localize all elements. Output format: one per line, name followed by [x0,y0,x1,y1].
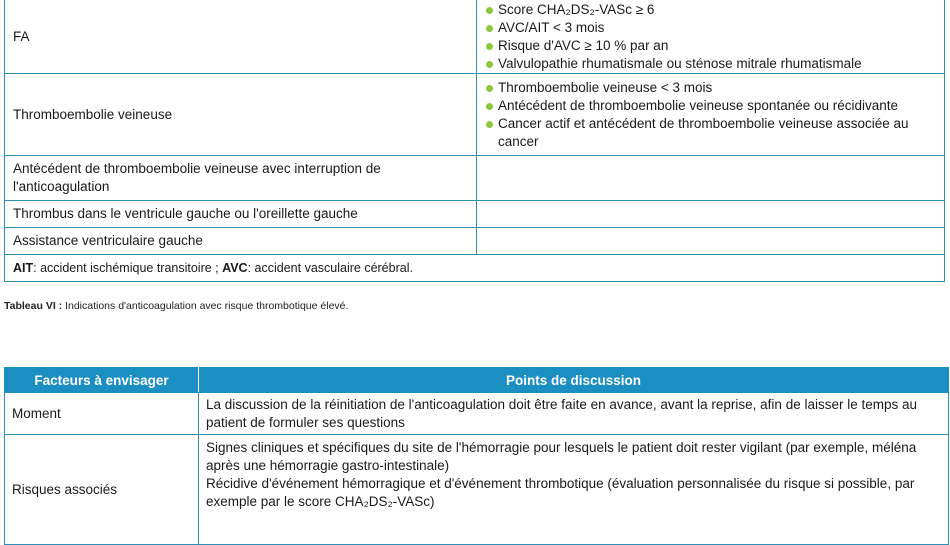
table-footnote: AIT: accident ischémique transitoire ; AVC: accident vasculaire cérébral. [5,255,945,282]
paragraph: Récidive d'événement hémorragique et d'événement thrombotique (évaluation personnalisée du risque si possible, par exemple par le score CHA₂DS₂-VASc) [206,476,915,509]
table-row [5,156,945,201]
list-item: AVC/AIT < 3 mois [485,19,936,37]
table-row [5,0,945,74]
list-item: Risque d'AVC ≥ 10 % par an [485,37,936,55]
bullet-dot-icon [486,25,493,32]
risk-indications-table [4,0,945,282]
bullet-dot-icon [486,61,493,68]
list-item: Thromboembolie veineuse < 3 mois [485,79,936,97]
table-footnote-row [5,255,945,282]
list-item: Cancer actif et antécédent de thromboembolie veineuse associée au cancer [485,115,936,151]
table-cell: Assistance ventriculaire gauche [5,228,477,255]
column-header: Facteurs à envisager [5,368,199,393]
table-cell-empty [477,228,945,255]
table-cell-empty [477,156,945,201]
table-cell: La discussion de la réinitiation de l'anticoagulation doit être faite en avance, avant la reprise, afin de laisser le temps au patient de formuler ses questions [199,393,949,435]
bullet-list [485,79,936,151]
table-cell [477,74,945,156]
list-item: Antécédent de thromboembolie veineuse spontanée ou récidivante [485,97,936,115]
table-row [5,201,945,228]
bullet-dot-icon [486,7,493,14]
column-header: Points de discussion [199,368,949,393]
table-row [5,74,945,156]
table-row [5,435,949,545]
table-cell: Thromboembolie veineuse [5,74,477,156]
table-cell: Thrombus dans le ventricule gauche ou l'oreillette gauche [5,201,477,228]
bullet-dot-icon [486,121,493,128]
table-cell: Risques associés [5,435,199,545]
table-cell: FA [5,0,477,74]
table-cell: Antécédent de thromboembolie veineuse avec interruption de l'anticoagulation [5,156,477,201]
list-item: Score CHA₂DS₂-VASc ≥ 6 [485,1,936,19]
list-item: Valvulopathie rhumatismale ou sténose mitrale rhumatismale [485,55,936,73]
bullet-dot-icon [486,43,493,50]
table-cell: Moment [5,393,199,435]
table-row [5,228,945,255]
table-caption: Tableau VI : Indications d'anticoagulation avec risque thrombotique élevé. [4,300,349,312]
bullet-list [485,1,936,73]
bullet-dot-icon [486,103,493,110]
table-cell-empty [477,201,945,228]
table-row [5,393,949,435]
table-cell [199,435,949,545]
table-cell [477,0,945,74]
paragraph: Signes cliniques et spécifiques du site de l'hémorragie pour lesquels le patient doit rester vigilant (par exemple, méléna après une hémorragie gastro-intestinale) [206,440,917,473]
table-header-row [5,368,949,393]
discussion-points-table [4,367,949,545]
bullet-dot-icon [486,85,493,92]
